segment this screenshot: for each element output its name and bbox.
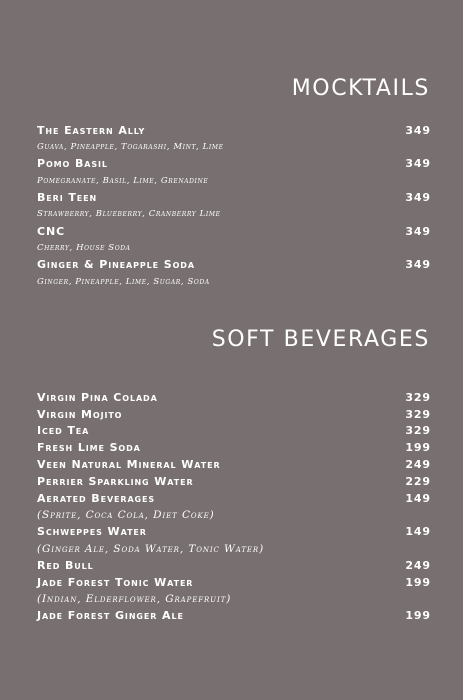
item-price: 229 <box>405 474 431 488</box>
item-description: Pomegranate, Basil, Lime, Grenadine <box>37 175 209 186</box>
item-description-row <box>37 273 431 290</box>
mocktails-title: MOCKTAILS <box>291 76 430 101</box>
item-name: Pomo Basil <box>37 157 108 171</box>
mocktails-list <box>37 122 431 290</box>
item-description-row <box>37 591 431 608</box>
item-name: CNC <box>37 224 66 238</box>
item-price: 249 <box>405 458 431 472</box>
item-name: Ginger & Pineapple Soda <box>37 258 195 272</box>
item-description: Cherry, House Soda <box>37 242 131 253</box>
item-description: Guava, Pineapple, Togarashi, Mint, Lime <box>37 142 224 153</box>
item-name: Fresh Lime Soda <box>37 441 141 455</box>
item-description: Ginger, Pineapple, Lime, Sugar, Soda <box>37 276 210 287</box>
item-description: (Ginger Ale, Soda Water, Tonic Water) <box>37 542 265 555</box>
menu-item <box>37 557 431 574</box>
item-price: 349 <box>405 157 431 171</box>
menu-item <box>37 607 431 624</box>
item-price: 149 <box>405 525 431 539</box>
item-price: 329 <box>405 390 431 404</box>
menu-item <box>37 189 431 206</box>
item-price: 349 <box>405 123 431 137</box>
item-price: 199 <box>405 441 431 455</box>
item-description-row <box>37 206 431 223</box>
item-price: 349 <box>405 258 431 272</box>
soft-beverages-list <box>37 389 431 624</box>
item-name: Beri Teen <box>37 191 98 205</box>
item-description-row <box>37 507 431 524</box>
item-price: 329 <box>405 424 431 438</box>
menu-item <box>37 122 431 139</box>
item-price: 199 <box>405 609 431 623</box>
menu-item <box>37 423 431 440</box>
menu-item <box>37 256 431 273</box>
item-price: 349 <box>405 224 431 238</box>
item-price: 199 <box>405 575 431 589</box>
item-description-row <box>37 540 431 557</box>
item-description: Strawberry, Blueberry, Cranberry Lime <box>37 209 221 220</box>
item-name: Jade Forest Ginger Ale <box>37 609 184 623</box>
item-name: Aerated Beverages <box>37 491 156 505</box>
item-name: Iced Tea <box>37 424 90 438</box>
menu-item <box>37 223 431 240</box>
menu-item <box>37 473 431 490</box>
item-name: Schweppes Water <box>37 525 147 539</box>
item-name: The Eastern Ally <box>37 123 146 137</box>
menu-item <box>37 406 431 423</box>
menu-item <box>37 523 431 540</box>
menu-item <box>37 490 431 507</box>
item-description-row <box>37 240 431 257</box>
item-name: Virgin Mojito <box>37 407 123 421</box>
item-name: Jade Forest Tonic Water <box>37 575 194 589</box>
soft-beverages-title: SOFT BEVERAGES <box>211 327 430 352</box>
item-name: Veen Natural Mineral Water <box>37 458 221 472</box>
menu-item <box>37 389 431 406</box>
item-description: (Sprite, Coca Cola, Diet Coke) <box>37 508 215 521</box>
menu-item <box>37 574 431 591</box>
item-description-row <box>37 139 431 156</box>
menu-item <box>37 439 431 456</box>
item-description: (Indian, Elderflower, Grapefruit) <box>37 592 232 605</box>
item-price: 329 <box>405 407 431 421</box>
item-price: 249 <box>405 558 431 572</box>
item-price: 149 <box>405 491 431 505</box>
item-name: Red Bull <box>37 558 94 572</box>
item-name: Perrier Sparkling Water <box>37 474 194 488</box>
item-description-row <box>37 172 431 189</box>
menu-item <box>37 456 431 473</box>
item-name: Virgin Pina Colada <box>37 390 158 404</box>
menu-item <box>37 156 431 173</box>
item-price: 349 <box>405 191 431 205</box>
